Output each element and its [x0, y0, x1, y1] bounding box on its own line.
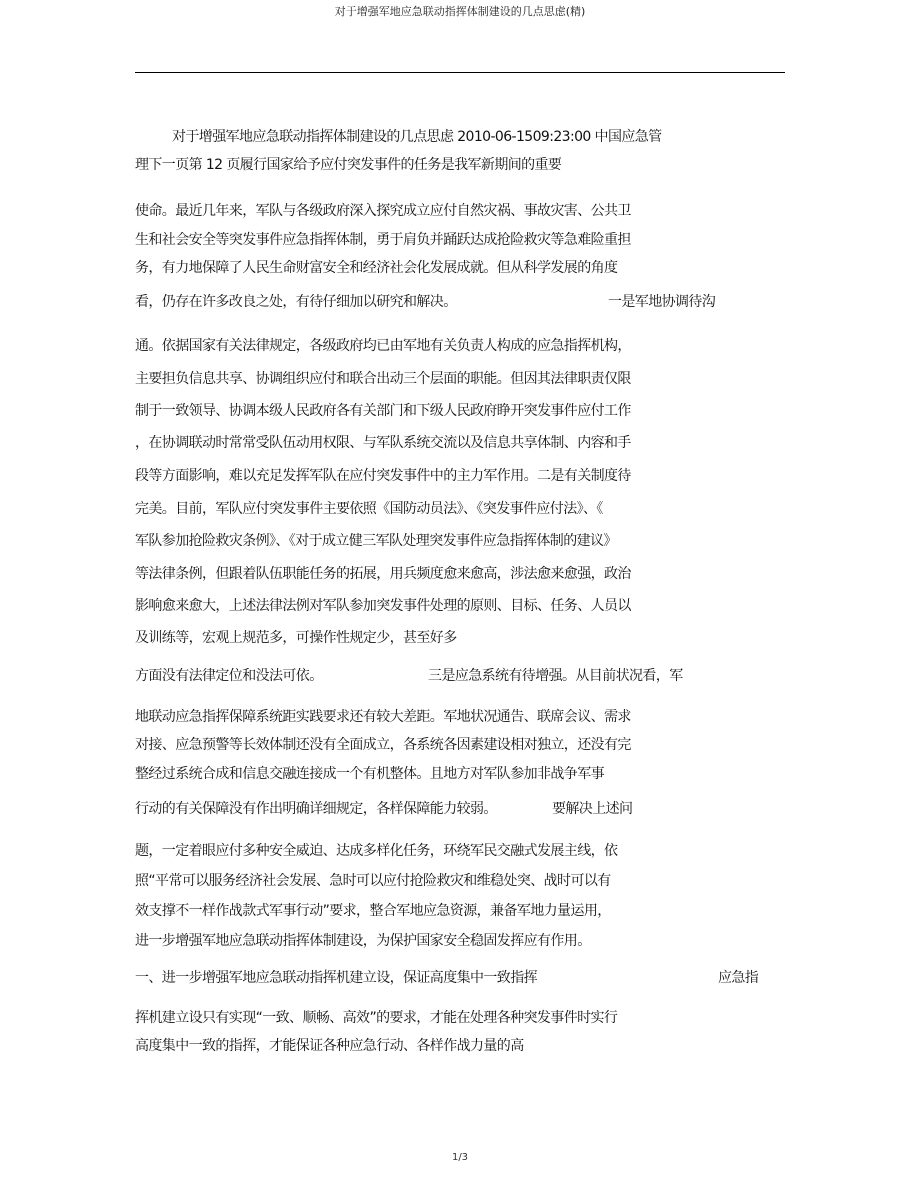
paragraph-line: 高度集中一致的指挥，才能保证各种应急行动、各样作战力量的高	[135, 1038, 524, 1054]
paragraph-line: 照“平常可以服务经济社会发展、急时可以应付抢险救灾和维稳处突、战时可以有	[135, 873, 611, 889]
paragraph-line: 理下一页第 12 页履行国家给予应付突发事件的任务是我军新期间的重要	[135, 157, 562, 173]
paragraph-line: 题，一定着眼应付多种安全威迫、达成多样化任务，环绕军民交融式发展主线，依	[135, 843, 618, 859]
paragraph-line: 行动的有关保障没有作出明确详细规定，各样保障能力较弱。	[135, 801, 497, 817]
paragraph-line: 生和社会安全等突发事件应急指挥体制，勇于肩负并踊跃达成抢险救灾等急难险重担	[135, 232, 631, 248]
paragraph-line: 制于一致领导、协调本级人民政府各有关部门和下级人民政府睁开突发事件应付工作	[135, 403, 631, 419]
section-lead: 要解决上述问	[552, 801, 633, 817]
paragraph-line: 对接、应急预警等长效体制还没有全面成立，各系统各因素建设相对独立，还没有完	[135, 737, 631, 753]
paragraph-line: 军队参加抢险救灾条例》、《对于成立健三军队处理突发事件应急指挥体制的建议》	[135, 533, 617, 549]
paragraph-line: 效支撑不一样作战款式军事行动”要求，整合军地应急资源，兼备军地力量运用，	[135, 903, 611, 919]
running-header: 对于增强军地应急联动指挥体制建设的几点思虑(精)	[334, 5, 586, 18]
paragraph-line: 对于增强军地应急联动指挥体制建设的几点思虑 2010-06-1509:23:00 中国应急管	[172, 129, 662, 145]
paragraph-line: 段等方面影响，难以充足发挥军队在应付突发事件中的主力军作用。二是有关制度待	[135, 468, 631, 484]
paragraph-line: 看，仍存在许多改良之处，有待仔细加以研究和解决。	[135, 294, 457, 310]
paragraph-line: 整经过系统合成和信息交融连接成一个有机整体。且地方对军队参加非战争军事	[135, 766, 604, 782]
header-rule	[135, 72, 785, 73]
paragraph-line: ，在协调联动时常常受队伍动用权限、与军队系统交流以及信息共享体制、内容和手	[135, 435, 631, 451]
paragraph-line: 方面没有法律定位和没法可依。	[135, 668, 323, 684]
paragraph-line: 影响愈来愈大，上述法律法例对军队参加突发事件处理的原则、目标、任务、人员以	[135, 598, 631, 614]
paragraph-line: 等法律条例，但跟着队伍职能任务的拓展，用兵频度愈来愈高，涉法愈来愈强，政治	[135, 566, 631, 582]
paragraph-line: 挥机建立设只有实现“一致、顺畅、高效”的要求，才能在处理各种突发事件时实行	[135, 1010, 618, 1026]
paragraph-line: 完美。目前，军队应付突发事件主要依照《国防动员法》、《突发事件应付法》、《	[135, 501, 603, 517]
paragraph-line: 应急指	[718, 970, 759, 986]
paragraph-line: 地联动应急指挥保障系统距实践要求还有较大差距。军地状况通告、联席会议、需求	[135, 709, 631, 725]
paragraph-line: 使命。最近几年来，军队与各级政府深入探究成立应付自然灾祸、事故灾害、公共卫	[135, 203, 631, 219]
paragraph-line: 务，有力地保障了人民生命财富安全和经济社会化发展成就。但从科学发展的角度	[135, 260, 618, 276]
section-lead: 一是军地协调待沟	[608, 294, 716, 310]
section-lead: 三是应急系统有待增强。从目前状况看，军	[428, 668, 683, 684]
paragraph-line: 主要担负信息共享、协调组织应付和联合出动三个层面的职能。但因其法律职责仅限	[135, 371, 631, 387]
paragraph-line: 通。依据国家有关法律规定，各级政府均已由军地有关负责人构成的应急指挥机构，	[135, 338, 631, 354]
paragraph-line: 及训练等，宏观上规范多，可操作性规定少，甚至好多	[135, 630, 457, 646]
page-number: 1/3	[451, 1152, 469, 1163]
section-heading: 一、进一步增强军地应急联动指挥机建立设，保证高度集中一致指挥	[135, 970, 537, 986]
paragraph-line: 进一步增强军地应急联动指挥体制建设，为保护国家安全稳固发挥应有作用。	[135, 933, 591, 949]
